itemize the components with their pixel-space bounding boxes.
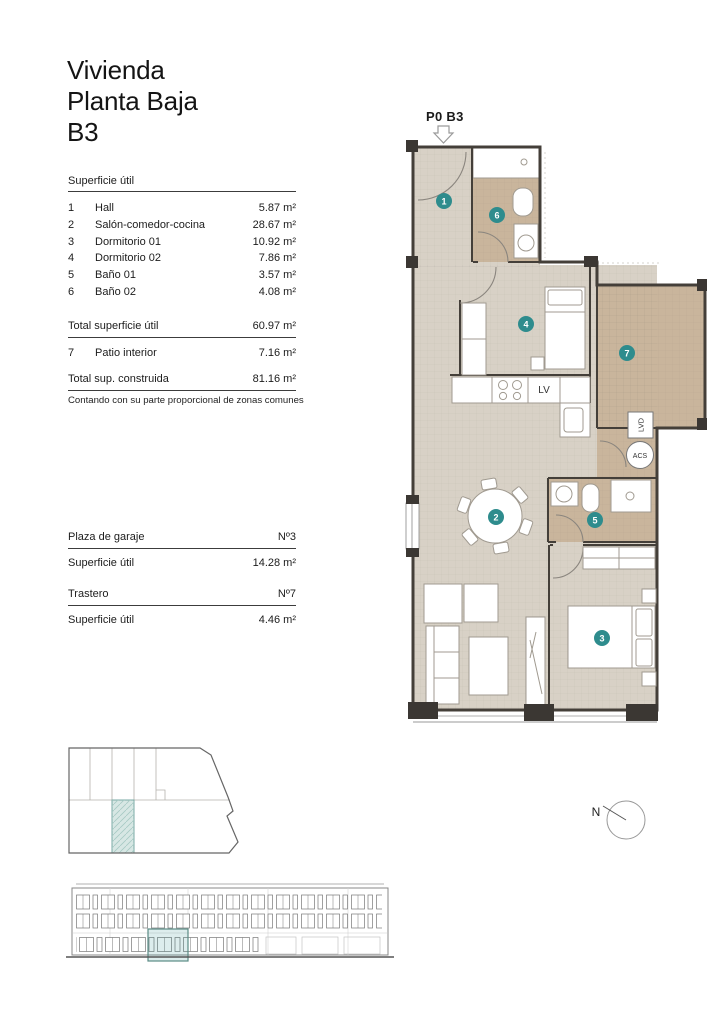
storage-label: Trastero (68, 588, 109, 600)
nightstand-bed01 (642, 672, 656, 686)
garage-area-row (68, 557, 296, 569)
floor-plan (406, 109, 707, 722)
row-num: 1 (68, 202, 75, 214)
elevation-unit-highlight (148, 929, 188, 961)
surface-table-header (68, 175, 296, 192)
total-useful-value: 60.97 m² (252, 320, 296, 332)
dishwasher-label: LV (538, 385, 550, 396)
storage-header-row (68, 588, 296, 606)
badge-bedroom01: 3 (599, 633, 605, 644)
garage-area-label: Superficie útil (68, 557, 135, 569)
badge-bath01: 5 (592, 515, 598, 526)
toilet-bath01 (582, 484, 599, 512)
building-elevation (66, 884, 394, 961)
site-outline (69, 748, 238, 853)
pillow-bed02 (548, 290, 582, 305)
title-line-2: Planta Baja (67, 86, 198, 116)
north-label: N (591, 805, 601, 819)
total-built-value: 81.16 m² (252, 373, 296, 385)
nightstand-bed01 (642, 589, 656, 603)
laundry-label: LVD (636, 417, 646, 433)
pillow-bed01 (636, 609, 652, 636)
pillow-bed01 (636, 639, 652, 666)
row-value: 4.08 m² (258, 285, 296, 298)
north-compass (592, 801, 645, 839)
patio-row (68, 347, 296, 359)
total-useful-label: Total superficie útil (68, 320, 159, 332)
row-num: 5 (68, 269, 75, 282)
coffee-table (469, 637, 508, 695)
storage-number: Nº7 (277, 588, 296, 600)
toilet-bath02 (513, 188, 533, 216)
garage-header-row (68, 531, 296, 549)
armchair (464, 584, 498, 622)
table-row (68, 202, 296, 219)
row-num: 7 (68, 347, 75, 359)
table-row (68, 219, 296, 236)
row-num: 2 (68, 218, 75, 231)
unit-label: P0 B3 (426, 109, 464, 124)
kitchen-counter (452, 377, 590, 403)
north-needle (603, 806, 626, 820)
table-row (68, 286, 296, 303)
garage-label: Plaza de garaje (68, 531, 145, 543)
water-heater-label: ACS (632, 453, 648, 460)
sink-unit-bath02 (514, 224, 538, 258)
side-table (424, 584, 462, 623)
row-num: 4 (68, 252, 75, 265)
row-value: 3.57 m² (258, 269, 296, 282)
garage-area-value: 14.28 m² (252, 557, 296, 569)
row-name: Patio interior (95, 347, 157, 359)
row-value: 28.67 m² (252, 218, 296, 231)
table-row (68, 236, 296, 253)
row-value: 7.86 m² (258, 252, 296, 265)
shower-bath01 (611, 480, 651, 512)
badge-hall: 1 (441, 196, 447, 207)
storage-area-value: 4.46 m² (258, 614, 296, 626)
row-name: Salón-comedor-cocina (95, 218, 206, 231)
title-line-1: Vivienda (67, 55, 165, 85)
page-title (67, 55, 198, 148)
row-num: 3 (68, 235, 75, 248)
title-line-3: B3 (67, 117, 99, 147)
row-value: 10.92 m² (252, 235, 296, 248)
nightstand-bed02 (531, 357, 544, 370)
common-zones-note: Contando con su parte proporcional de zonas comunes (68, 395, 304, 406)
row-name: Baño 02 (95, 285, 136, 298)
storage-area-label: Superficie útil (68, 614, 135, 626)
row-value: 5.87 m² (258, 202, 296, 214)
total-useful-row (68, 320, 296, 338)
total-built-row (68, 373, 296, 391)
badge-bath02: 6 (494, 210, 500, 221)
row-name: Baño 01 (95, 269, 136, 282)
total-built-label: Total sup. construida (68, 373, 169, 385)
surface-table (68, 202, 296, 303)
badge-living: 2 (493, 512, 499, 523)
row-name: Dormitorio 01 (95, 235, 162, 248)
site-plan (69, 748, 238, 853)
storage-area-row (68, 614, 296, 626)
entrance-arrow-icon (434, 126, 453, 143)
table-row (68, 269, 296, 286)
garage-number: Nº3 (277, 531, 296, 543)
badge-patio: 7 (624, 348, 630, 359)
row-num: 6 (68, 285, 75, 298)
sofa (426, 626, 459, 704)
badge-bedroom02: 4 (523, 319, 529, 330)
row-name: Dormitorio 02 (95, 252, 162, 265)
table-row (68, 252, 296, 269)
row-name: Hall (95, 202, 114, 214)
row-value: 7.16 m² (258, 347, 296, 359)
surface-header-label: Superficie útil (68, 175, 135, 187)
